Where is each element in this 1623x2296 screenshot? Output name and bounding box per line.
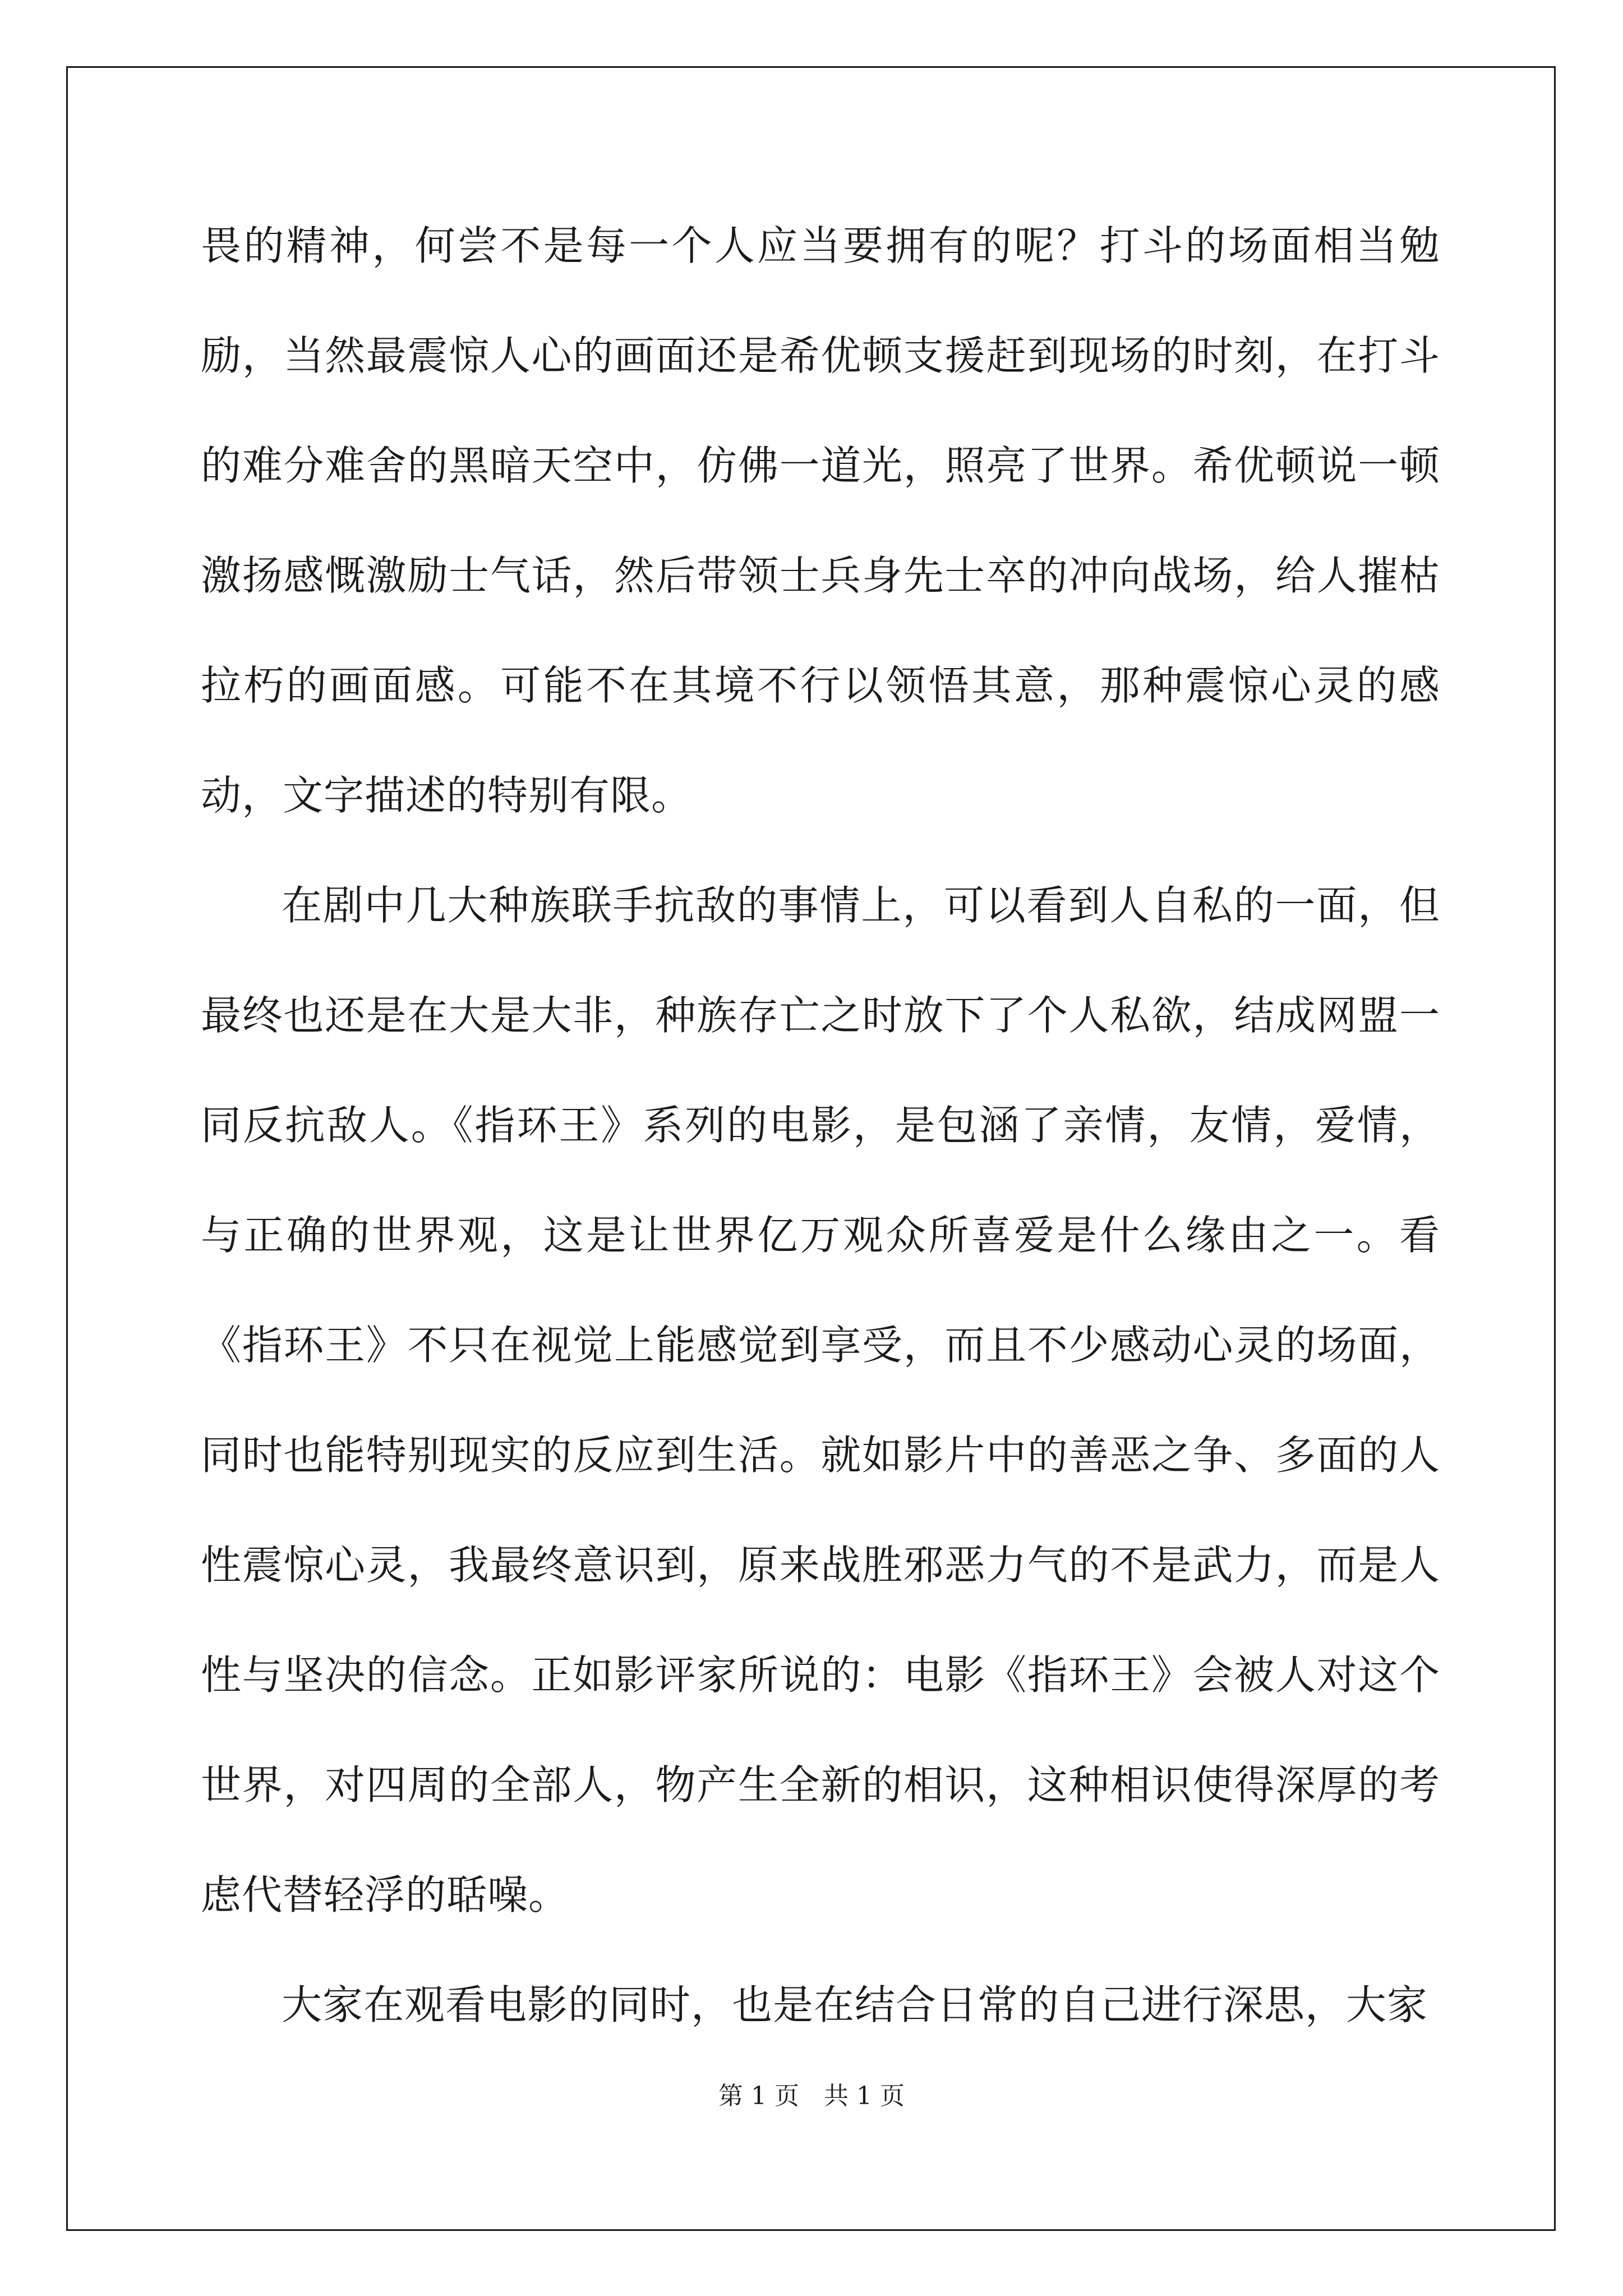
page-footer: 第 1 页 共 1 页 <box>718 2082 905 2110</box>
document-body <box>201 191 1440 2060</box>
paragraph-2: 在剧中几大种族联手抗敌的事情上，可以看到人自私的一面，但最终也还是在大是大非，种族存亡之时放下了个人私欲，结成网盟一同反抗敌人。《指环王》系列的电影，是包涵了亲情，友情，爱情，与正确的世界观，这是让世界亿万观众所喜爱是什么缘由之一。看《指环王》不只在视觉上能感觉到享受，而且不少感动心灵的场面，同时也能特别现实的反应到生活。就如影片中的善恶之争、多面的人性震惊心灵，我最终意识到，原来战胜邪恶力气的不是武力，而是人性与坚决的信念。正如影评家所说的：电影《指环王》会被人对这个世界，对四周的全部人，物产生全新的相识，这种相识使得深厚的考虑代替轻浮的聒噪。 <box>201 882 1440 1918</box>
paragraph-3: 大家在观看电影的同时，也是在结合日常的自己进行深思，大家 <box>282 1981 1428 2028</box>
paragraph-1: 畏的精神，何尝不是每一个人应当要拥有的呢？打斗的场面相当勉励，当然最震惊人心的画面还是希优顿支援赶到现场的时刻，在打斗的难分难舍的黑暗天空中，仿佛一道光，照亮了世界。希优顿说一顿激扬感慨激励士气话，然后带领士兵身先士卒的冲向战场，给人摧枯拉朽的画面感。可能不在其境不行以领悟其意，那种震惊心灵的感动，文字描述的特别有限。 <box>201 222 1440 819</box>
